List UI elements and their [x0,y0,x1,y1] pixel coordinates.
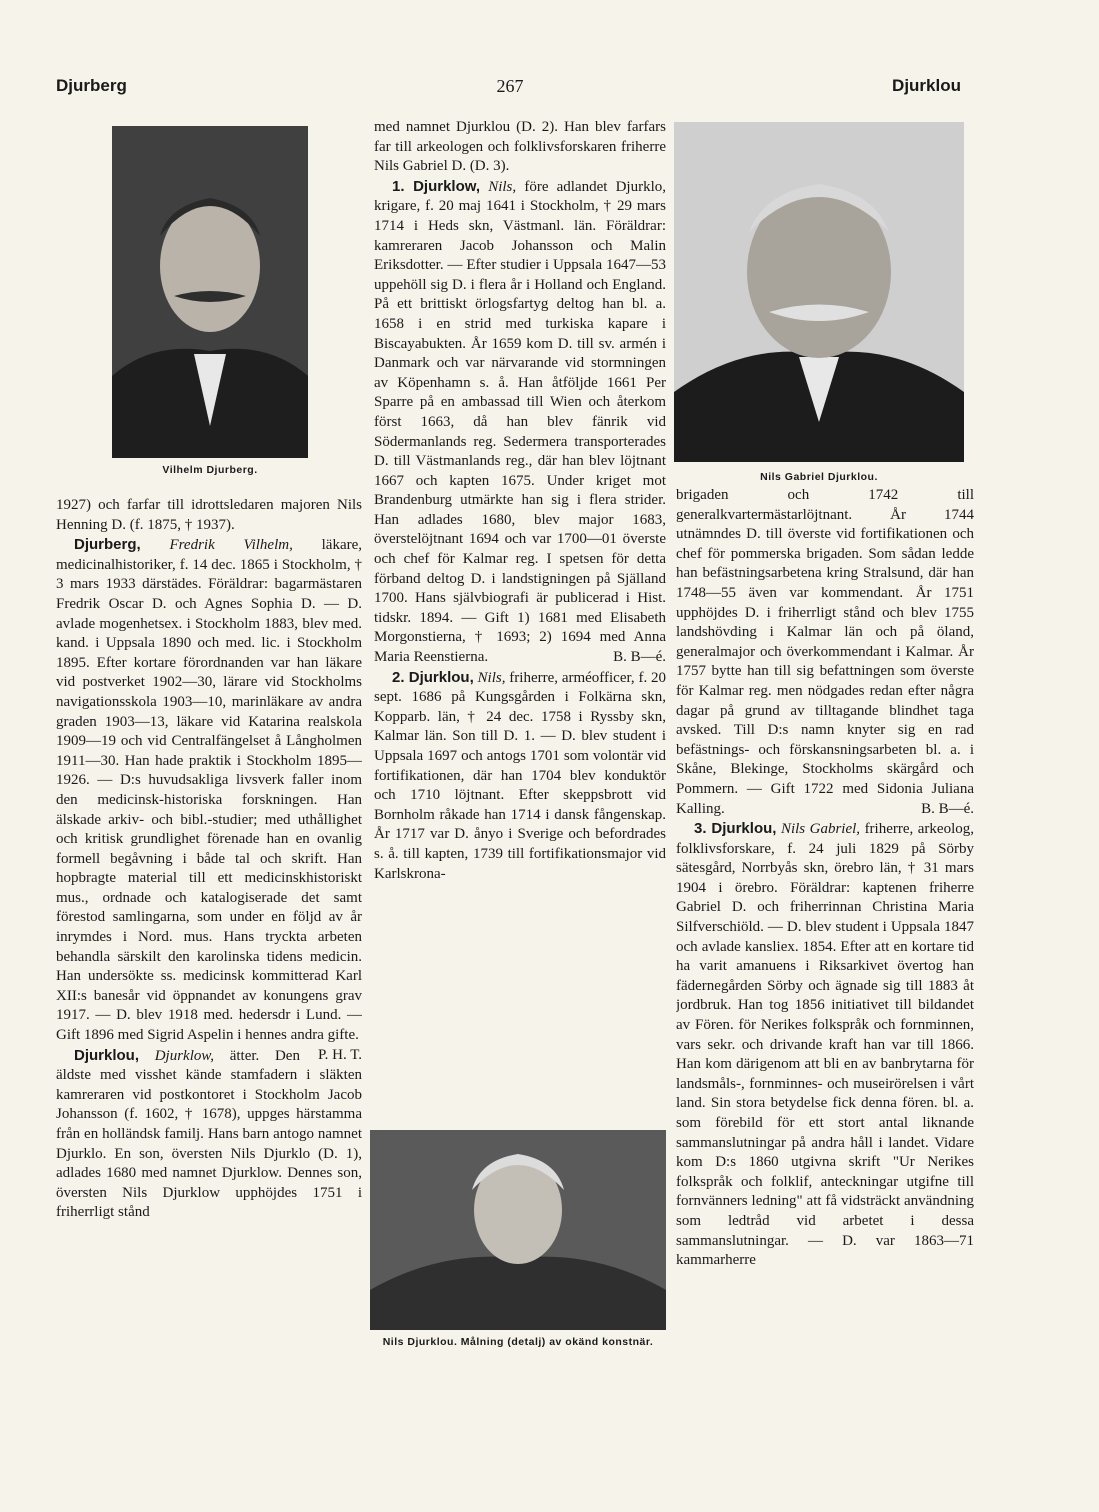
headword: Djurklou, [74,1046,140,1064]
portrait-nils-djurklou-painting [370,1130,666,1330]
entry-djurklou-nils-gabriel [676,819,974,1271]
family-name: Djurklow, [154,1047,215,1064]
entry-text: ätter. Den äldste med visshet kände stamfadern i släkten kamreraren vid postkontoret i Stockholm Jacob Johansson (f. 1602, † 1678), uppges härstamma från en holländsk familj. Hans barn antogo namnet Djurklo. En son, översten Nils Djurklo (D. 1), adlades 1680 med namnet Djurklow. Dennes son, översten Nils Djurklow upphöjdes 1751 i friherrligt stånd [56,1047,362,1221]
headword: 3. Djurklou, [694,820,777,838]
paragraph: med namnet Djurklou (D. 2). Han blev farfars far till arkeologen och folklivsforskaren friherre Nils Gabriel D. (D. 3). [374,119,666,175]
person-name: Nils, [477,669,506,686]
person-name: Nils Gabriel, [780,821,861,838]
entry-text: läkare, medicinalhistoriker, f. 14 dec. 1865 i Stockholm, † 3 mars 1933 därstädes. Föräldrar: bagarmästaren Fredrik Oscar D. och Agnes Sophia D. — D. avlade mogenhetsex. i Stockholm 1883, blev med. kand. i Uppsala 1890 och med. lic. i Stockholm 1895. Efter kortare förordnanden var han läkare vid postverket 1902—30, lärare vid Stockholms navigationsskola 1903—10, marinläkare av andra graden 1903—13, läkare vid Katarina realskola 1909—19 och vid Centralfängelset å Långholmen 1911—30. Han hade praktik i Stockholm 1895—1926. — D:s huvudsakliga livsverk faller inom den medicinsk-historiska forskningen. Han älskade arkiv- och bibl.-studier; med uthållighet och kritisk grundlighet förenade han en ovanlig formell begåvning i både tal och skrift. Han hopbragte material till ett medicinskhistoriskt mus., ordnade och katalogiserade det samt förestod samlingarna, som under en följd av år inrymdes i Nord. mus. Hans tryckta arbeten behandla särskilt den karolinska tidens medicin. Han undersökte ss. medicinsk kommitterad Karl XII:s banesår vid öppnandet av konungens grav 1917. — D. blev 1918 med. hedersdr i Lund. — Gift 1896 med Sigrid Aspelin i hennes andra gifte. [56,537,362,1044]
paragraph: 1927) och farfar till idrottsledaren majoren Nils Henning D. (f. 1875, † 1937). [56,497,362,533]
author-signature: B. B—é. [921,800,974,817]
author-signature: P. H. T. [317,1046,362,1063]
headword: 1. Djurklow, [392,177,481,195]
running-head-left: Djurberg [56,76,127,95]
entry-djurklou-nils [374,668,666,885]
headword: 2. Djurklou, [392,668,474,686]
running-head-right: Djurklou [892,76,961,95]
text-column-left [56,496,362,1396]
paragraph [676,486,974,819]
entry-djurklow-nils [374,177,666,668]
portrait-vilhelm-djurberg [112,126,308,458]
person-name: Fredrik Vilhelm, [169,537,293,554]
entry-text: friherre, arkeolog, folklivsforskare, f. 24 juli 1829 på Sörby sätesgård, Norrbyås skn, örebro län, † 31 mars 1904 i örebro. Föräldrar: kaptenen friherre Gabriel D. och friherrinnan Christina Maria Silfverschiöld. — D. blev student i Uppsala 1847 och avlade kansliex. 1854. Efter att en kortare tid ha varit amanuens i Riksarkivet övertog han fädernegården Sörby och ägnade sig till 1883 åt jordbruk. Han tog 1856 initiativet till bildandet av Fören. för Nerikes folkspråk och fornminnen, vars sekr. och drivande kraft han var till 1866. Han kom därigenom att bli en av banbrytarna för landsmåls-, fornminnes- och museirörelsen i vårt land. Sin stora betydelse fick denna fören. bl. a. som förebild för ett stort antal liknande sammanslutningar på andra håll i landet. Vidare kom D:s 1860 utgivna skrift "Ur Nerikes folkspråk och folklif, anteckningar utgifne till fornvänners ledning" att få vidsträckt användning som ledtråd vid arbetet i dessa sammanslutningar. — D. var 1863—71 kammarherre [676,821,974,1269]
page-number: 267 [496,76,524,96]
text-column-right [676,486,974,1386]
text-column-middle [374,118,666,1122]
portrait-nils-gabriel-djurklou [674,122,964,462]
entry-djurklou-family [56,1046,362,1223]
caption-nils-gabriel-djurklou: Nils Gabriel Djurklou. [760,471,878,483]
headword: Djurberg, [74,536,141,554]
caption-nils-djurklou-painting: Nils Djurklou. Målning (detalj) av okänd konstnär. [382,1336,654,1348]
entry-text: friherre, arméofficer, f. 20 sept. 1686 på Kungsgården i Folkärna skn, Kopparb. län, † 24 dec. 1758 i Ryssby skn, Kalmar län. Son till D. 1. — D. blev student i Uppsala 1697 och antogs 1701 som volontär vid fortifikationen, där han 1704 blev konduktör och 1710 löjtnant. Efter skeppsbrott vid Bornholm råkade han 1714 i dansk fångenskap. År 1717 var D. ånyo i Sverige och befordrades s. å. till kapten, 1739 till fortifikationsmajor vid Karlskrona- [374,669,666,882]
person-name: Nils, [488,178,517,195]
entry-text: brigaden och 1742 till generalkvartermästarlöjtnant. År 1744 utnämndes D. till överste vid fortifikationen och chef för pommerska brigaden. Som sådan ledde han befästningsarbetena kring Stralsund, där han 1748—55 även var kommendant. År 1751 upphöjdes D. i friherrligt stånd och blev 1755 landshövding i Kalmar län och på öland, generalmajor och överkommendant i Kalmar. År 1757 bytte han till sig befattningen som överste för Kalmar reg. men nödgades redan efter några dagar på grund av tilltagande blindhet taga avsked. Till D:s namn knyter sig en rad befästnings- och förskansningsarbeten bl. a. i Skåne, Blekinge, Stockholms skärgård och Pommern. — Gift 1722 med Sidonia Juliana Kalling. [676,487,974,817]
author-signature: B. B—é. [613,649,666,666]
caption-vilhelm-djurberg: Vilhelm Djurberg. [162,464,258,476]
entry-text: före adlandet Djurklo, krigare, f. 20 maj 1641 i Stockholm, † 29 mars 1714 i Heds skn, Västmanl. län. Föräldrar: kamreraren Jacob Johansson och Malin Eriksdotter. — Efter studier i Uppsala 1647—53 uppehöll sig D. i flera år i Holland och England. På ett brittiskt örlogsfartyg deltog han bl. a. 1658 i en strid med turkiska kapare i Biscayabukten. År 1659 kom D. till sv. armén i Danmark och var närvarande vid stormningen av Köpenhamn s. å. Han åtföljde 1661 Per Sparre på en ambassad till Wien och återkom först 1663, då han blev fänrik vid Södermanlands reg. Sedermera transporterades D. till Västmanlands reg., där han blev löjtnant 1667 och kapten 1675. Under kriget mot Brandenburg utmärkte han sig i flera strider. Han adlades 1680, blev major 1683, överstelöjtnant 1694 och var 1700—01 överste och chef för Kalmar reg. I spetsen för detta förband deltog D. i landstigningen på Själland 1700. Hans självbiografi är publicerad i Hist. tidskr. 1894. — Gift 1) 1681 med Elisabeth Morgonstierna, † 1693; 2) 1694 med Anna Maria Reenstierna. [374,178,666,666]
